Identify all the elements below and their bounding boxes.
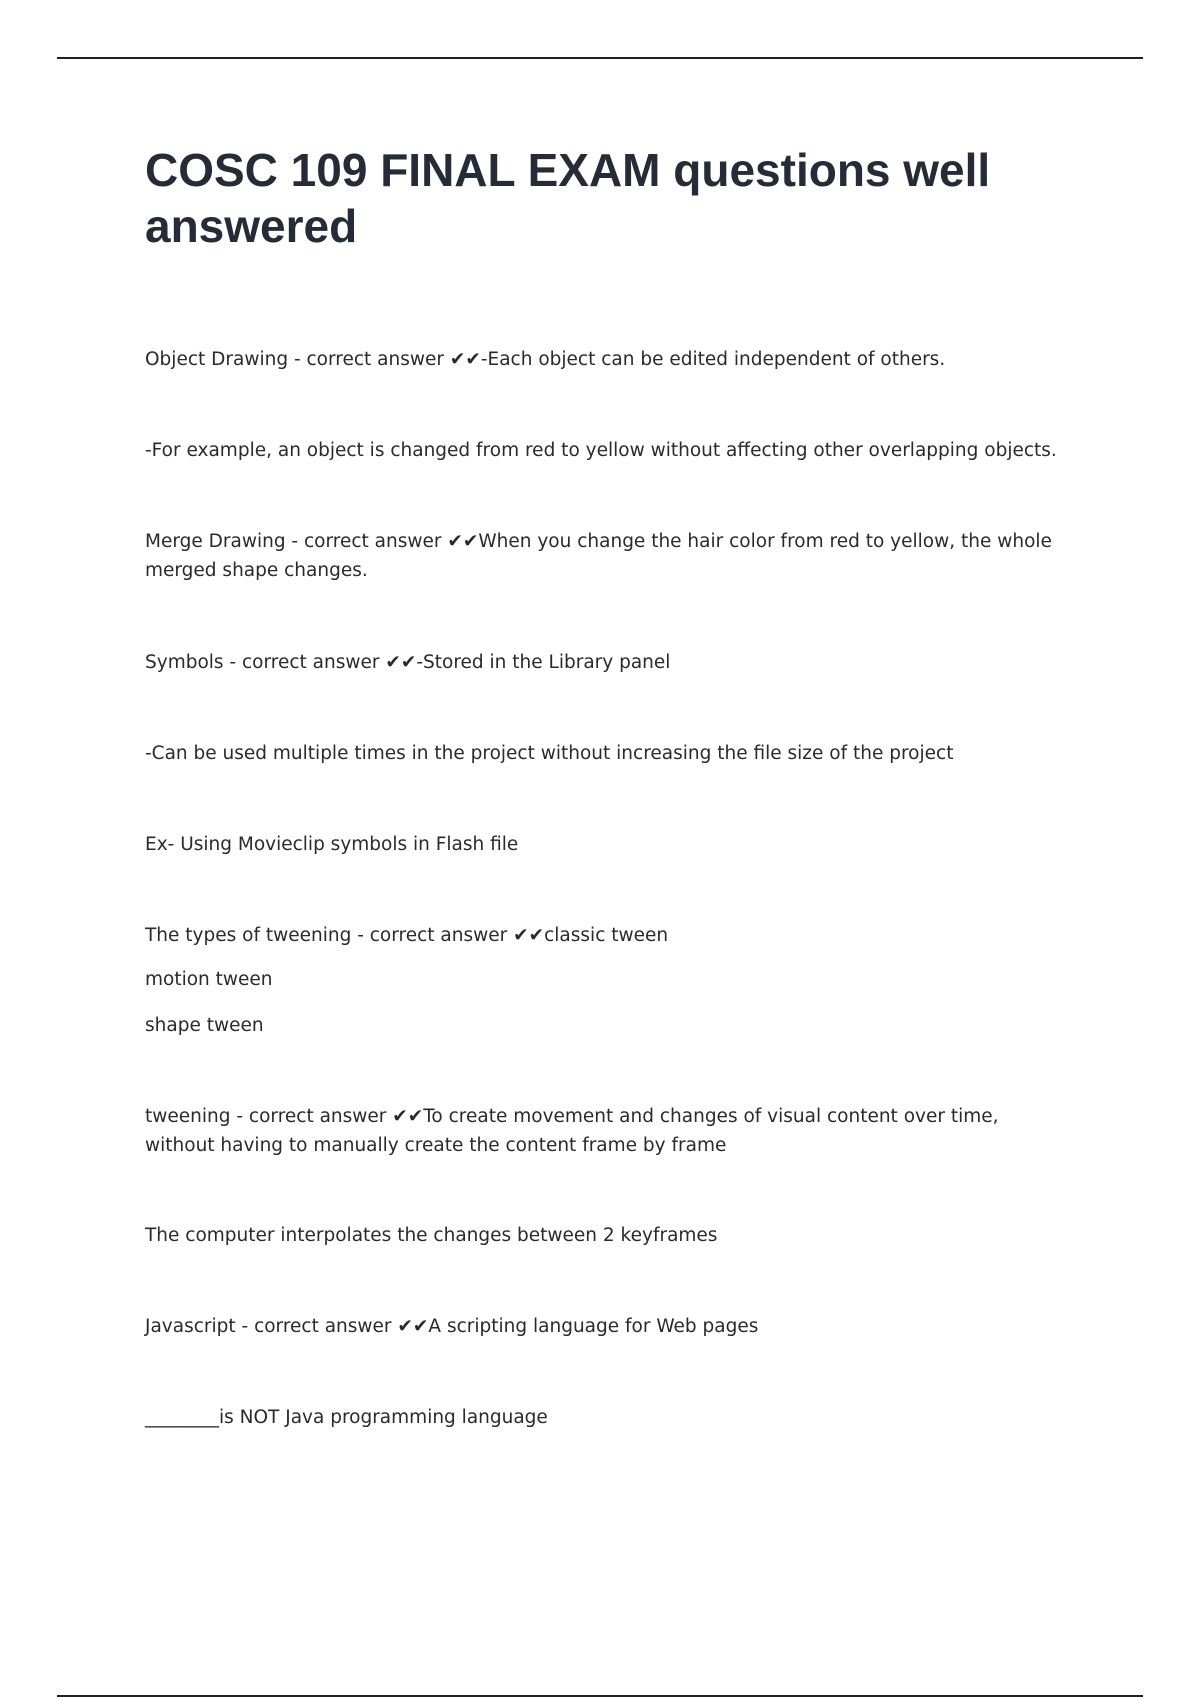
paragraph-javascript: Javascript - correct answer ✔✔A scripting language for Web pages xyxy=(145,1316,759,1337)
paragraph-tweening-types: The types of tweening - correct answer ✔✔classic tween xyxy=(145,925,669,946)
document-title: COSC 109 FINAL EXAM questions well answered xyxy=(145,144,991,252)
paragraph-interpolation: The computer interpolates the changes between 2 keyframes xyxy=(145,1225,718,1246)
paragraph-motion-tween: motion tween xyxy=(145,969,273,990)
bottom-divider xyxy=(57,1695,1143,1697)
paragraph-object-drawing-example: -For example, an object is changed from red to yellow without affecting other overlapping objects. xyxy=(145,440,1057,461)
paragraph-symbols: Symbols - correct answer ✔✔-Stored in the Library panel xyxy=(145,652,671,673)
paragraph-symbols-example: Ex- Using Movieclip symbols in Flash file xyxy=(145,834,519,855)
paragraph-fill-in-blank: ________is NOT Java programming language xyxy=(145,1407,548,1428)
paragraph-object-drawing: Object Drawing - correct answer ✔✔-Each object can be edited independent of others. xyxy=(145,349,946,370)
paragraph-merge-drawing: Merge Drawing - correct answer ✔✔When you change the hair color from red to yellow, the whole merged shape changes. xyxy=(145,531,1052,581)
top-divider xyxy=(57,57,1143,59)
paragraph-tweening-definition: tweening - correct answer ✔✔To create movement and changes of visual content over time, without having to manually create the content frame by frame xyxy=(145,1106,999,1156)
paragraph-symbols-reuse: -Can be used multiple times in the project without increasing the file size of the project xyxy=(145,743,954,764)
paragraph-shape-tween: shape tween xyxy=(145,1015,264,1036)
